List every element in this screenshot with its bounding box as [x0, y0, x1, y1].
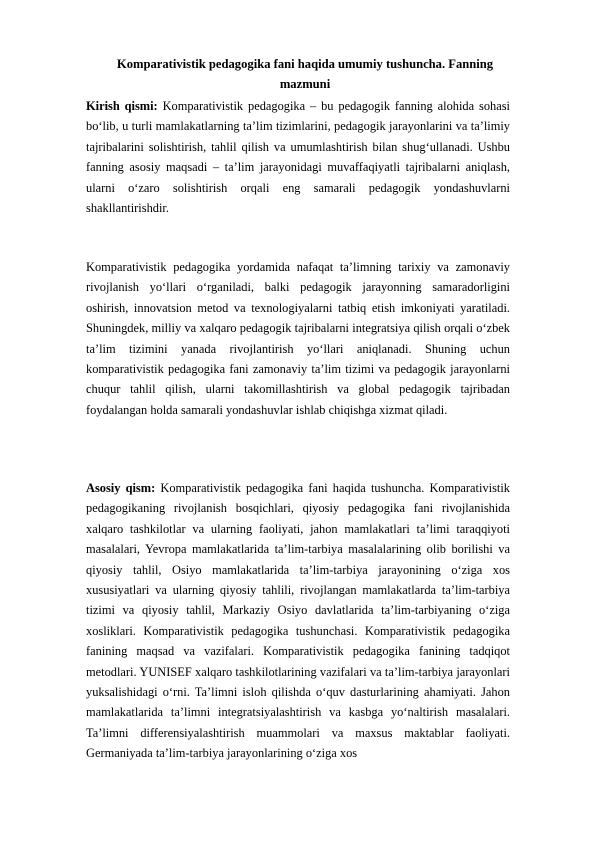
- paragraph-main-part: [86, 478, 510, 764]
- paragraph-lead: Kirish qismi:: [86, 99, 158, 113]
- paragraph-text: Komparativistik pedagogika yordamida nafaqat ta’limning tarixiy va zamonaviy rivojlanish yo‘llari o‘rganiladi, balki pedagogik jarayonning samaradorligini oshirish, innovatsion metod va texnologiyalarni tatbiq etish imkoniyati yaratiladi. Shuningdek, milliy va xalqaro pedagogik tajribalarni integratsiya qilish orqali o‘zbek ta’lim tizimini yanada rivojlantirish yo‘llari aniqlanadi. Shuning uchun komparativistik pedagogika fani zamonaviy ta’lim tizimi va pedagogik jarayonlarni chuqur tahlil qilish, ularni takomillashtirish va global pedagogik tajribadan foydalangan holda samarali yondashuvlar ishlab chiqishga xizmat qiladi.: [86, 260, 510, 417]
- document-title: Komparativistik pedagogika fani haqida umumiy tushuncha. Fanning mazmuni: [116, 57, 494, 91]
- paragraph-body: [86, 257, 510, 420]
- paragraph-lead: Asosiy qism:: [86, 481, 156, 495]
- paragraph-introduction: [86, 96, 510, 218]
- paragraph-text: Komparativistik pedagogika fani haqida tushuncha. Komparativistik pedagogikaning rivojlanish bosqichlari, qiyosiy pedagogika fani rivojlanishida xalqaro tashkilotlar va ularning faoliyati, jahon mamlakatlari ta’limi taraqqiyoti masalalari, Yevropa mamlakatlarida ta’lim-tarbiya masalalarining olib borilishi va qiyosiy tahlil, Osiyo mamlakatlarida ta’lim-tarbiya jarayonining o‘ziga xos xususiyatlari va ularning qiyosiy tahlili, rivojlangan mamlakatlarda ta’lim-tarbiya tizimi va qiyosiy tahlil, Markaziy Osiyo davlatlarida ta’lim-tarbiyaning o‘ziga xosliklari. Komparativistik pedagogika tushunchasi. Komparativistik pedagogika fanining maqsad va vazifalari. Komparativistik pedagogika fanining tadqiqot metodlari. YUNISEF xalqaro tashkilotlarining vazifalari va ta’lim-tarbiya jarayonlari yuksalishidagi o‘rni. Ta’limni isloh qilishda o‘quv dasturlarining ahamiyati. Jahon mamlakatlarida ta’limni integratsiyalashtirish va kasbga yo‘naltirish masalalari. Ta’limni differensiyalashtirish muammolari va maxsus maktablar faoliyati. Germaniyada ta’lim-tarbiya jarayonlarining o‘ziga xos: [86, 481, 510, 761]
- paragraph-text: Komparativistik pedagogika – bu pedagogik fanning alohida sohasi bo‘lib, u turli mamlakatlarning ta’lim tizimlarini, pedagogik jarayonlarini va ta’limiy tajribalarini solishtirish, tahlil qilish va umumlashtirish bilan shug‘ullanadi. Ushbu fanning asosiy maqsadi – ta’lim jarayonidagi muvaffaqiyatli tajribalarni aniqlash, ularni o‘zaro solishtirish orqali eng samarali pedagogik yondashuvlarni shakllantirishdir.: [86, 99, 510, 216]
